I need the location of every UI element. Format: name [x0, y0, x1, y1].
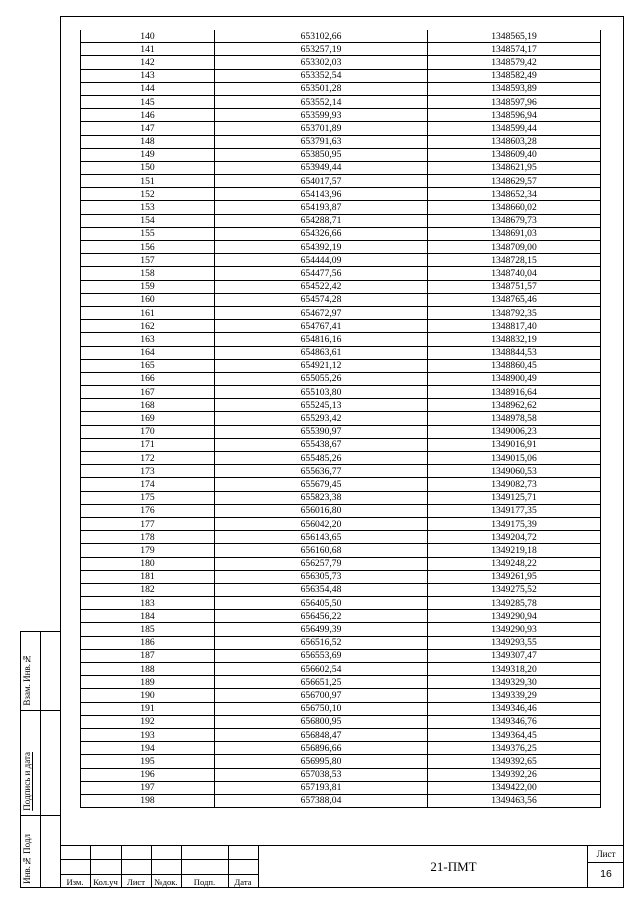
y-coordinate-cell: 1349219,18: [428, 544, 601, 557]
side-label-inv: Инв.№ Подл: [22, 834, 32, 884]
x-coordinate-cell: 653791,63: [215, 135, 428, 148]
point-number-cell: 194: [81, 742, 215, 755]
table-row: [81, 241, 601, 254]
point-number-cell: 178: [81, 531, 215, 544]
x-coordinate-cell: 655390,97: [215, 425, 428, 438]
point-number-cell: 165: [81, 359, 215, 372]
x-coordinate-cell: 654143,96: [215, 188, 428, 201]
y-coordinate-cell: 1349307,47: [428, 649, 601, 662]
y-coordinate-cell: 1348765,46: [428, 293, 601, 306]
side-label-vzam: Взам. Инв.№: [22, 654, 32, 706]
point-number-cell: 147: [81, 122, 215, 135]
y-coordinate-cell: 1349060,53: [428, 465, 601, 478]
y-coordinate-cell: 1349329,30: [428, 676, 601, 689]
point-number-cell: 176: [81, 504, 215, 517]
x-coordinate-cell: 656143,65: [215, 531, 428, 544]
y-coordinate-cell: 1349015,06: [428, 452, 601, 465]
header-podp: Подп.: [193, 877, 216, 887]
y-coordinate-cell: 1348603,28: [428, 135, 601, 148]
table-row: [81, 465, 601, 478]
x-coordinate-cell: 656305,73: [215, 570, 428, 583]
side-cell-podpis: [21, 711, 61, 816]
x-coordinate-cell: 654288,71: [215, 214, 428, 227]
table-row: [81, 135, 601, 148]
x-coordinate-cell: 654672,97: [215, 306, 428, 319]
y-coordinate-cell: 1348832,19: [428, 333, 601, 346]
table-row: [81, 293, 601, 306]
table-row: [81, 43, 601, 56]
point-number-cell: 153: [81, 201, 215, 214]
x-coordinate-cell: 655485,26: [215, 452, 428, 465]
y-coordinate-cell: 1348596,94: [428, 109, 601, 122]
point-number-cell: 163: [81, 333, 215, 346]
x-coordinate-cell: 656848,47: [215, 728, 428, 741]
x-coordinate-cell: 653102,66: [215, 30, 428, 43]
table-row: [81, 583, 601, 596]
header-list: Лист: [127, 877, 145, 887]
point-number-cell: 182: [81, 583, 215, 596]
x-coordinate-cell: 655823,38: [215, 491, 428, 504]
y-coordinate-cell: 1348609,40: [428, 148, 601, 161]
point-number-cell: 190: [81, 689, 215, 702]
x-coordinate-cell: 654392,19: [215, 241, 428, 254]
y-coordinate-cell: 1348679,73: [428, 214, 601, 227]
table-row: [81, 320, 601, 333]
table-row: [81, 649, 601, 662]
x-coordinate-cell: 656160,68: [215, 544, 428, 557]
point-number-cell: 148: [81, 135, 215, 148]
x-coordinate-cell: 657038,53: [215, 768, 428, 781]
header-data: Дата: [234, 877, 252, 887]
table-row: [81, 794, 601, 807]
table-row: [81, 597, 601, 610]
y-coordinate-cell: 1348709,00: [428, 241, 601, 254]
table-row: [81, 254, 601, 267]
y-coordinate-cell: 1349318,20: [428, 663, 601, 676]
x-coordinate-cell: 654477,56: [215, 267, 428, 280]
y-coordinate-cell: 1349261,95: [428, 570, 601, 583]
table-row: [81, 452, 601, 465]
sheet-number: 16: [600, 868, 612, 880]
point-number-cell: 186: [81, 636, 215, 649]
table-row: [81, 148, 601, 161]
point-number-cell: 187: [81, 649, 215, 662]
x-coordinate-cell: 656896,66: [215, 742, 428, 755]
document-code-text: 21-ПМТ: [430, 859, 477, 874]
point-number-cell: 149: [81, 148, 215, 161]
table-row: [81, 544, 601, 557]
table-row: [81, 742, 601, 755]
table-row: [81, 504, 601, 517]
x-coordinate-cell: 657388,04: [215, 794, 428, 807]
x-coordinate-cell: 654816,16: [215, 333, 428, 346]
x-coordinate-cell: 653302,03: [215, 56, 428, 69]
point-number-cell: 198: [81, 794, 215, 807]
point-number-cell: 184: [81, 610, 215, 623]
y-coordinate-cell: 1349346,76: [428, 715, 601, 728]
table-row: [81, 557, 601, 570]
x-coordinate-cell: 655438,67: [215, 438, 428, 451]
header-n-dok: №док.: [154, 877, 178, 887]
x-coordinate-cell: 657193,81: [215, 781, 428, 794]
table-row: [81, 781, 601, 794]
x-coordinate-cell: 656995,80: [215, 755, 428, 768]
point-number-cell: 173: [81, 465, 215, 478]
x-coordinate-cell: 655055,26: [215, 372, 428, 385]
y-coordinate-cell: 1348593,89: [428, 82, 601, 95]
y-coordinate-cell: 1348860,45: [428, 359, 601, 372]
y-coordinate-cell: 1349204,72: [428, 531, 601, 544]
title-block: [60, 845, 624, 888]
x-coordinate-cell: 654017,57: [215, 175, 428, 188]
x-coordinate-cell: 656016,80: [215, 504, 428, 517]
y-coordinate-cell: 1348629,57: [428, 175, 601, 188]
y-coordinate-cell: 1349177,35: [428, 504, 601, 517]
point-number-cell: 175: [81, 491, 215, 504]
point-number-cell: 179: [81, 544, 215, 557]
point-number-cell: 158: [81, 267, 215, 280]
x-coordinate-cell: 654193,87: [215, 201, 428, 214]
table-row: [81, 267, 601, 280]
sheet-number-box: [587, 846, 624, 888]
y-coordinate-cell: 1349392,26: [428, 768, 601, 781]
point-number-cell: 150: [81, 161, 215, 174]
table-row: [81, 306, 601, 319]
point-number-cell: 195: [81, 755, 215, 768]
header-kol-uch: Кол.уч: [93, 877, 118, 887]
table-row: [81, 372, 601, 385]
side-cell-vzam: [21, 632, 61, 711]
x-coordinate-cell: 653552,14: [215, 95, 428, 108]
point-number-cell: 172: [81, 452, 215, 465]
point-number-cell: 143: [81, 69, 215, 82]
y-coordinate-cell: 1348691,03: [428, 227, 601, 240]
table-row: [81, 69, 601, 82]
x-coordinate-cell: 653352,54: [215, 69, 428, 82]
y-coordinate-cell: 1348900,49: [428, 372, 601, 385]
y-coordinate-cell: 1348574,17: [428, 43, 601, 56]
point-number-cell: 160: [81, 293, 215, 306]
point-number-cell: 141: [81, 43, 215, 56]
side-label-podpis: Подпись и дата: [22, 752, 32, 811]
point-number-cell: 145: [81, 95, 215, 108]
point-number-cell: 144: [81, 82, 215, 95]
point-number-cell: 188: [81, 663, 215, 676]
point-number-cell: 192: [81, 715, 215, 728]
table-row: [81, 478, 601, 491]
x-coordinate-cell: 655103,80: [215, 386, 428, 399]
table-row: [81, 491, 601, 504]
x-coordinate-cell: 656602,54: [215, 663, 428, 676]
table-row: [81, 386, 601, 399]
point-number-cell: 166: [81, 372, 215, 385]
y-coordinate-cell: 1349006,23: [428, 425, 601, 438]
point-number-cell: 155: [81, 227, 215, 240]
point-number-cell: 183: [81, 597, 215, 610]
table-row: [81, 346, 601, 359]
table-row: [81, 280, 601, 293]
point-number-cell: 151: [81, 175, 215, 188]
x-coordinate-cell: 654921,12: [215, 359, 428, 372]
table-row: [81, 188, 601, 201]
table-row: [81, 425, 601, 438]
table-row: [81, 56, 601, 69]
table-row: [81, 663, 601, 676]
table-row: [81, 109, 601, 122]
x-coordinate-cell: 653501,28: [215, 82, 428, 95]
table-row: [81, 623, 601, 636]
x-coordinate-cell: 656516,52: [215, 636, 428, 649]
point-number-cell: 152: [81, 188, 215, 201]
y-coordinate-cell: 1349275,52: [428, 583, 601, 596]
table-row: [81, 122, 601, 135]
table-row: [81, 82, 601, 95]
y-coordinate-cell: 1348599,44: [428, 122, 601, 135]
point-number-cell: 156: [81, 241, 215, 254]
side-cell-inv: [21, 816, 61, 888]
y-coordinate-cell: 1348728,15: [428, 254, 601, 267]
point-number-cell: 154: [81, 214, 215, 227]
x-coordinate-cell: 653599,93: [215, 109, 428, 122]
x-coordinate-cell: 656750,10: [215, 702, 428, 715]
point-number-cell: 193: [81, 728, 215, 741]
y-coordinate-cell: 1349248,22: [428, 557, 601, 570]
point-number-cell: 159: [81, 280, 215, 293]
y-coordinate-cell: 1349016,91: [428, 438, 601, 451]
point-number-cell: 140: [81, 30, 215, 43]
y-coordinate-cell: 1349346,46: [428, 702, 601, 715]
x-coordinate-cell: 655245,13: [215, 399, 428, 412]
y-coordinate-cell: 1348597,96: [428, 95, 601, 108]
table-row: [81, 227, 601, 240]
table-row: [81, 201, 601, 214]
y-coordinate-cell: 1348740,04: [428, 267, 601, 280]
table-row: [81, 214, 601, 227]
header-izm: Изм.: [66, 877, 84, 887]
table-row: [81, 768, 601, 781]
point-number-cell: 146: [81, 109, 215, 122]
table-row: [81, 95, 601, 108]
table-row: [81, 689, 601, 702]
point-number-cell: 170: [81, 425, 215, 438]
y-coordinate-cell: 1349463,56: [428, 794, 601, 807]
point-number-cell: 171: [81, 438, 215, 451]
table-row: [81, 676, 601, 689]
table-row: [81, 359, 601, 372]
y-coordinate-cell: 1349290,94: [428, 610, 601, 623]
y-coordinate-cell: 1348565,19: [428, 30, 601, 43]
y-coordinate-cell: 1349175,39: [428, 517, 601, 530]
x-coordinate-cell: 656042,20: [215, 517, 428, 530]
table-row: [81, 755, 601, 768]
y-coordinate-cell: 1349364,45: [428, 728, 601, 741]
x-coordinate-cell: 653701,89: [215, 122, 428, 135]
y-coordinate-cell: 1348660,02: [428, 201, 601, 214]
table-row: [81, 438, 601, 451]
x-coordinate-cell: 656800,95: [215, 715, 428, 728]
point-number-cell: 196: [81, 768, 215, 781]
x-coordinate-cell: 653949,44: [215, 161, 428, 174]
title-block-grid: [60, 846, 258, 888]
x-coordinate-cell: 655293,42: [215, 412, 428, 425]
sheet-label: Лист: [596, 849, 616, 859]
table-row: [81, 333, 601, 346]
point-number-cell: 180: [81, 557, 215, 570]
coordinates-table-body: [81, 30, 601, 808]
y-coordinate-cell: 1348817,40: [428, 320, 601, 333]
y-coordinate-cell: 1348962,62: [428, 399, 601, 412]
point-number-cell: 157: [81, 254, 215, 267]
x-coordinate-cell: 656700,97: [215, 689, 428, 702]
y-coordinate-cell: 1348751,57: [428, 280, 601, 293]
x-coordinate-cell: 654444,09: [215, 254, 428, 267]
point-number-cell: 169: [81, 412, 215, 425]
x-coordinate-cell: 656499,39: [215, 623, 428, 636]
x-coordinate-cell: 656354,48: [215, 583, 428, 596]
y-coordinate-cell: 1349285,78: [428, 597, 601, 610]
point-number-cell: 142: [81, 56, 215, 69]
coordinates-table: [80, 30, 601, 808]
point-number-cell: 181: [81, 570, 215, 583]
table-row: [81, 161, 601, 174]
y-coordinate-cell: 1348652,34: [428, 188, 601, 201]
document-code: [258, 846, 640, 888]
x-coordinate-cell: 654863,61: [215, 346, 428, 359]
table-row: [81, 610, 601, 623]
y-coordinate-cell: 1348621,95: [428, 161, 601, 174]
x-coordinate-cell: 654767,41: [215, 320, 428, 333]
x-coordinate-cell: 655636,77: [215, 465, 428, 478]
point-number-cell: 174: [81, 478, 215, 491]
y-coordinate-cell: 1349082,73: [428, 478, 601, 491]
y-coordinate-cell: 1348916,64: [428, 386, 601, 399]
table-row: [81, 517, 601, 530]
point-number-cell: 189: [81, 676, 215, 689]
point-number-cell: 177: [81, 517, 215, 530]
x-coordinate-cell: 656456,22: [215, 610, 428, 623]
x-coordinate-cell: 656257,79: [215, 557, 428, 570]
y-coordinate-cell: 1348579,42: [428, 56, 601, 69]
x-coordinate-cell: 656553,69: [215, 649, 428, 662]
table-row: [81, 728, 601, 741]
x-coordinate-cell: 656405,50: [215, 597, 428, 610]
table-row: [81, 399, 601, 412]
table-row: [81, 715, 601, 728]
y-coordinate-cell: 1349376,25: [428, 742, 601, 755]
table-row: [81, 412, 601, 425]
table-row: [81, 531, 601, 544]
x-coordinate-cell: 653850,95: [215, 148, 428, 161]
table-row: [81, 175, 601, 188]
point-number-cell: 167: [81, 386, 215, 399]
point-number-cell: 185: [81, 623, 215, 636]
table-row: [81, 636, 601, 649]
y-coordinate-cell: 1348978,58: [428, 412, 601, 425]
y-coordinate-cell: 1349339,29: [428, 689, 601, 702]
point-number-cell: 161: [81, 306, 215, 319]
x-coordinate-cell: 654326,66: [215, 227, 428, 240]
point-number-cell: 162: [81, 320, 215, 333]
y-coordinate-cell: 1349293,55: [428, 636, 601, 649]
y-coordinate-cell: 1348844,53: [428, 346, 601, 359]
table-row: [81, 702, 601, 715]
y-coordinate-cell: 1348582,49: [428, 69, 601, 82]
y-coordinate-cell: 1349290,93: [428, 623, 601, 636]
y-coordinate-cell: 1349125,71: [428, 491, 601, 504]
side-stamp-strip: [20, 631, 60, 888]
table-row: [81, 570, 601, 583]
x-coordinate-cell: 655679,45: [215, 478, 428, 491]
point-number-cell: 164: [81, 346, 215, 359]
x-coordinate-cell: 656651,25: [215, 676, 428, 689]
y-coordinate-cell: 1349392,65: [428, 755, 601, 768]
y-coordinate-cell: 1349422,00: [428, 781, 601, 794]
point-number-cell: 191: [81, 702, 215, 715]
x-coordinate-cell: 653257,19: [215, 43, 428, 56]
point-number-cell: 197: [81, 781, 215, 794]
point-number-cell: 168: [81, 399, 215, 412]
x-coordinate-cell: 654522,42: [215, 280, 428, 293]
table-row: [81, 30, 601, 43]
y-coordinate-cell: 1348792,35: [428, 306, 601, 319]
x-coordinate-cell: 654574,28: [215, 293, 428, 306]
